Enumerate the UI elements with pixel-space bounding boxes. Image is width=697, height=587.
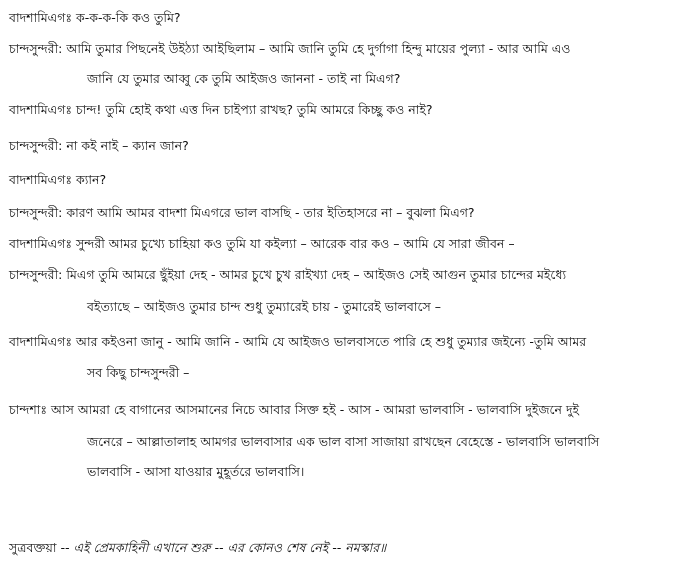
dialogue-line-badshamia-2: বাদশামিএগঃ চান্দ! তুমি হোই কথা এত্ত দিন চাইপ্যা রাখছ? তুমি আমরে কিচ্ছু কও নাই? <box>9 102 433 117</box>
footer-text: -- এই প্রেমকাহিনী এখানে শুরু -- এর কোনও শেষ নেই -- নমস্কার॥ <box>56 540 387 555</box>
dialogue-line-continuation-1: জানি যে তুমার আব্বু কে তুমি আইজও জাননা - তাই না মিএগ? <box>87 71 401 86</box>
dialogue-line-badshamia-5: বাদশামিএগঃ আর কইওনা জানু - আমি জানি - আমি যে আইজও ভালবাসতে পারি হে শুধু তুম্যার জইন্যে -তুমি আমর <box>9 334 587 349</box>
dialogue-line-chandsundori-4: চান্দসুন্দরী: মিএগ তুমি আমরে ছুঁইয়া দেহ - আমর চুখে চুখ রাইখ্যা দেহ – আইজও সেই আগুন তুমার চান্দের মইধ্যে <box>9 267 567 282</box>
dialogue-line-chandsundori-1: চান্দসুন্দরী: আমি তুমার পিছনেই উইঠ্যা আইছিলাম – আমি জানি তুমি হে দুর্গাগা হিন্দু মায়ের পুল্যা - আর আমি এও <box>9 41 571 56</box>
dialogue-line-continuation-4: জনেরে – আল্লাতালাহ আমগর ভালবাসার এক ভাল বাসা সাজায়া রাখছেন বেহেস্তে - ভালবাসি ভালবাসি <box>87 434 600 449</box>
footer-label: সুত্রবক্তয়া <box>9 540 57 555</box>
dialogue-line-badshamia-3: বাদশামিএগঃ ক্যান? <box>9 172 107 187</box>
footer-line <box>9 539 386 557</box>
dialogue-line-continuation-5: ভালবাসি - আসা যাওয়ার মুহূর্তরে ভালবাসি। <box>87 464 305 479</box>
dialogue-line-continuation-2: বইত্যাছে – আইজও তুমার চান্দ শুধু তুম্যারেই চায় - তুমারেই ভালবাসে – <box>87 299 442 314</box>
dialogue-line-chandsundori-2: চান্দসুন্দরী: না কই নাই – ক্যান জান? <box>9 138 189 153</box>
dialogue-line-chandsundori-3: চান্দসুন্দরী: কারণ আমি আমর বাদশা মিএগরে ভাল বাসছি - তার ইতিহাসরে না – বুঝলা মিএগ? <box>9 205 475 220</box>
dialogue-line-badshamia-1: বাদশামিএগঃ ক-ক-ক-কি কও তুমি? <box>9 10 181 25</box>
dialogue-line-continuation-3: সব কিছু চান্দসুন্দরী – <box>87 365 190 380</box>
dialogue-line-chandsha-1: চান্দশাঃ আস আমরা হে বাগানের আসমানের নিচে আবার সিক্ত হই - আস - আমরা ভালবাসি - ভালবাসি দুইজনে দুই <box>9 402 580 417</box>
dialogue-line-badshamia-4: বাদশামিএগঃ সুন্দরী আমর চুখ্যে চাহিয়া কও তুমি যা কইল্যা – আরেক বার কও – আমি যে সারা জীবন – <box>9 236 515 251</box>
